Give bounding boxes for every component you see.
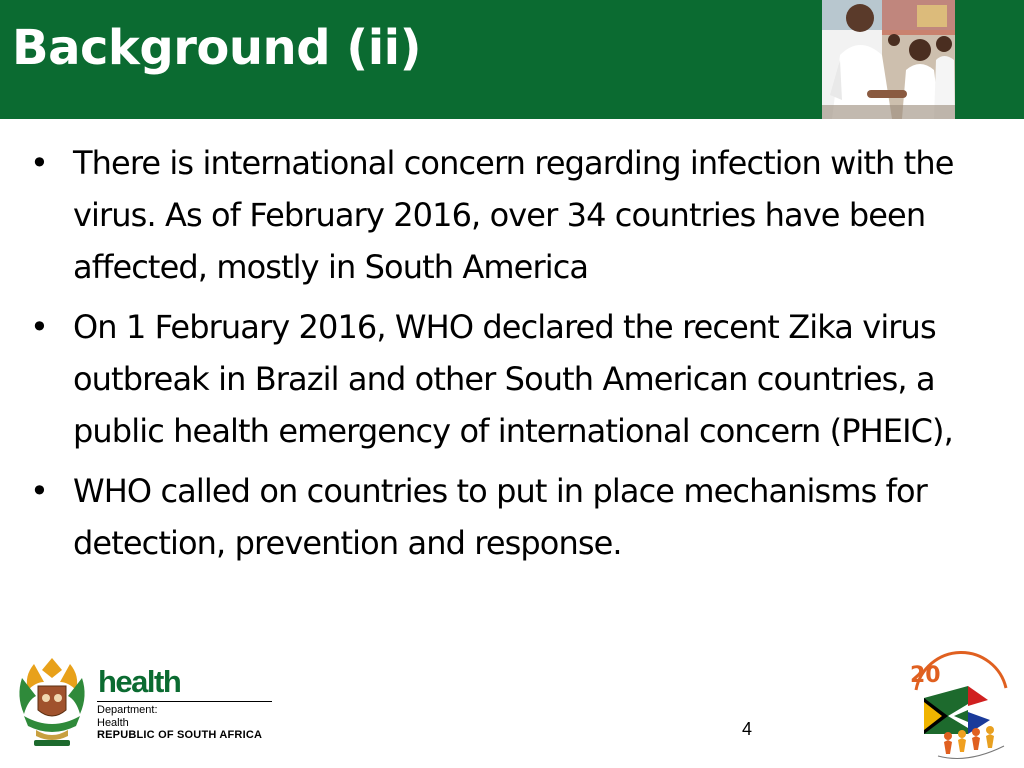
coat-of-arms-logo [14, 656, 90, 752]
bullet-item [30, 137, 1010, 293]
bullet-dot: • [30, 144, 48, 182]
bullet-dot: • [30, 472, 48, 510]
footer-divider [97, 701, 272, 702]
header-photo [822, 0, 955, 119]
svg-text:20: 20 [910, 663, 941, 688]
bullet-text: On 1 February 2016, WHO declared the recent Zika virus outbreak in Brazil and other South American countries, a public health emergency of international concern (PHEIC), [73, 308, 953, 450]
slide-title: Background (ii) [12, 20, 422, 76]
department-label [97, 704, 262, 742]
dept-line-3: REPUBLIC OF SOUTH AFRICA [97, 729, 263, 741]
twenty-years-of-freedom-logo [908, 650, 1014, 762]
bullet-text: There is international concern regarding infection with the virus. As of February 2016, over 34 countries have been affected, mostly in South America [73, 144, 954, 286]
dept-line-1: Department: [97, 704, 158, 716]
bullet-list [30, 137, 1010, 577]
nurse-vaccinating-children-photo [822, 0, 955, 119]
title-bar [0, 0, 1024, 119]
page-number: 4 [742, 719, 753, 739]
bullet-dot: • [30, 308, 48, 346]
coat-of-arms-icon [14, 656, 90, 748]
bullet-item [30, 301, 1010, 457]
freedom-badge-icon [908, 650, 1014, 762]
bullet-text: WHO called on countries to put in place mechanisms for detection, prevention and response. [73, 472, 927, 562]
health-brand-wordmark: health [98, 664, 181, 699]
bullet-item [30, 465, 1010, 569]
dept-line-2: Health [97, 716, 129, 729]
